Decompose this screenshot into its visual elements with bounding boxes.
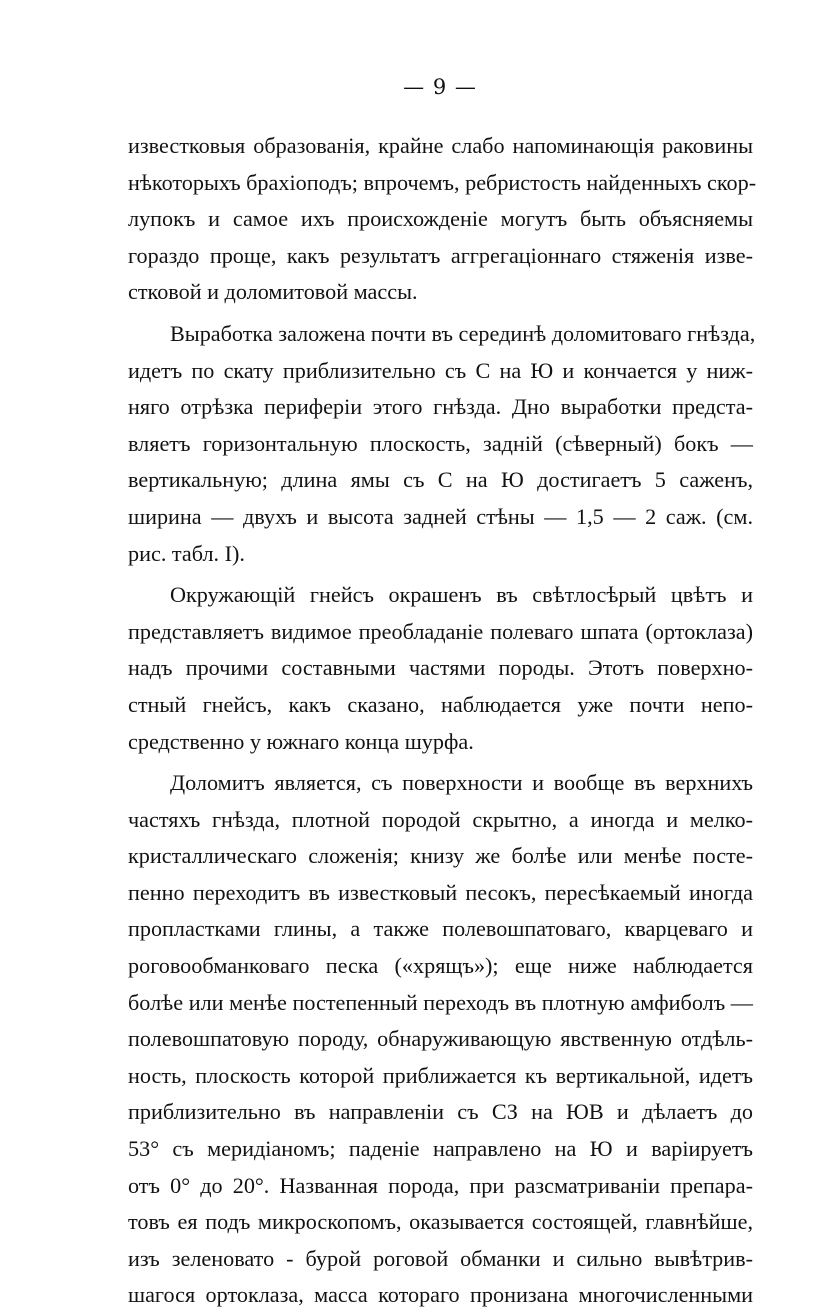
paragraph — [128, 577, 753, 760]
text-line: няго отрѣзка периферіи этого гнѣзда. Дно выработки предста- — [128, 394, 753, 420]
text-line: отъ 0° до 20°. Названная порода, при разсматриваніи препара- — [128, 1172, 753, 1198]
text-line: Выработка заложена почти въ серединѣ доломитоваго гнѣзда, — [170, 320, 756, 346]
text-line: болѣе или менѣе постепенный переходъ въ плотную амфиболъ — — [128, 989, 753, 1015]
page-number: — 9 — — [403, 75, 477, 99]
body-text — [128, 128, 757, 1314]
text-line: ность, плоскость которой приближается къ вертикальной, идетъ — [128, 1062, 753, 1088]
text-line: гораздо проще, какъ результатъ аггрегаціоннаго стяженія изве- — [128, 242, 753, 268]
text-line: товъ ея подъ микроскопомъ, оказывается состоящей, главнѣйше, — [128, 1209, 753, 1235]
text-line: надъ прочими составными частями породы. Этотъ поверхно- — [128, 655, 753, 681]
text-line: роговообманковаго песка («хрящъ»); еще ниже наблюдается — [128, 953, 753, 979]
text-line: представляетъ видимое преобладаніе полеваго шпата (ортоклаза) — [128, 618, 753, 644]
text-line: вертикальную; длина ямы съ С на Ю достигаетъ 5 саженъ, — [128, 467, 753, 493]
text-line: лупокъ и самое ихъ происхожденіе могутъ быть объясняемы — [128, 206, 753, 232]
text-line: пенно переходитъ въ известковый песокъ, пересѣкаемый иногда — [128, 879, 753, 905]
text-line: вляетъ горизонтальную плоскость, задній (сѣверный) бокъ — — [128, 430, 753, 456]
paragraph — [128, 128, 757, 311]
text-line: 53° съ меридіаномъ; паденіе направлено на Ю и варіируетъ — [128, 1136, 753, 1162]
text-line: Доломитъ является, съ поверхности и вообще въ верхнихъ — [170, 770, 753, 796]
text-line: стный гнейсъ, какъ сказано, наблюдается уже почти непо- — [128, 691, 753, 717]
paragraph — [128, 316, 756, 572]
text-line: изъ зеленовато - бурой роговой обманки и сильно вывѣтрив- — [128, 1245, 753, 1271]
text-line: частяхъ гнѣзда, плотной породой скрытно, а иногда и мелко- — [128, 806, 753, 832]
text-line: идетъ по скату приблизительно съ С на Ю и кончается у ниж- — [128, 357, 753, 383]
text-line: кристаллическаго сложенія; книзу же болѣе или менѣе посте- — [128, 843, 753, 869]
text-line: приблизительно въ направленіи съ СЗ на ЮВ и дѣлаетъ до — [128, 1099, 753, 1125]
text-line: рис. табл. I). — [128, 540, 245, 566]
text-line: ширина — двухъ и высота задней стѣны — 1,5 — 2 саж. (см. — [128, 503, 753, 529]
paragraph — [128, 765, 753, 1314]
text-line: Окружающій гнейсъ окрашенъ въ свѣтлосѣрый цвѣтъ и — [170, 582, 753, 608]
text-line: пропластками глины, а также полевошпатоваго, кварцеваго и — [128, 916, 753, 942]
text-line: стковой и доломитовой массы. — [128, 279, 418, 305]
text-line: известковыя образованія, крайне слабо напоминающія раковины — [128, 133, 753, 158]
text-line: средственно у южнаго конца шурфа. — [128, 728, 474, 754]
text-line: шагося ортоклаза, масса котораго пронизана многочисленными — [128, 1282, 753, 1308]
text-line: полевошпатовую породу, обнаруживающую явственную отдѣль- — [128, 1026, 753, 1052]
text-line: нѣкоторыхъ брахіоподъ; впрочемъ, ребристость найденныхъ скор- — [128, 169, 757, 195]
